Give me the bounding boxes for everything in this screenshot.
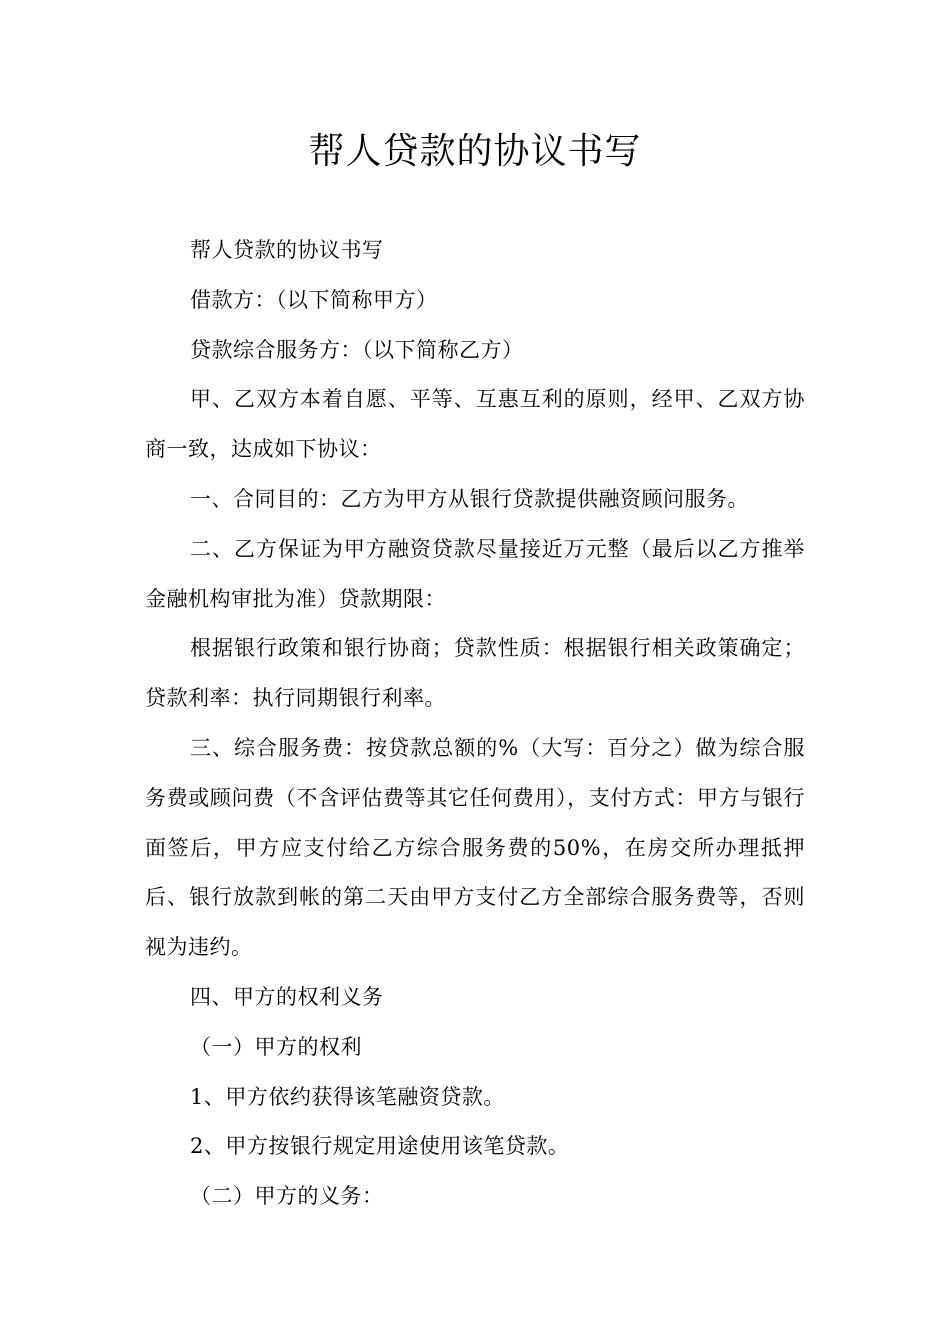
paragraph: 一、合同目的：乙方为甲方从银行贷款提供融资顾问服务。 <box>190 486 749 511</box>
paragraph: 根据银行政策和银行协商；贷款性质：根据银行相关政策确定；贷款利率：执行同期银行利率。 <box>145 636 805 711</box>
paragraph: 甲、乙双方本着自愿、平等、互惠互利的原则，经甲、乙双方协商一致，达成如下协议： <box>145 387 805 462</box>
paragraph: （二）甲方的义务： <box>190 1184 384 1209</box>
paragraph: 2、甲方按银行规定用途使用该笔贷款。 <box>190 1134 570 1159</box>
document-title: 帮人贷款的协议书写 <box>308 131 642 172</box>
document-body <box>145 226 805 1222</box>
paragraph: 借款方：（以下简称甲方） <box>190 287 438 312</box>
paragraph: 1、甲方依约获得该笔融资贷款。 <box>190 1084 505 1109</box>
paragraph: （一）甲方的权利 <box>190 1034 362 1059</box>
paragraph: 三、综合服务费：按贷款总额的%（大写：百分之）做为综合服务费或顾问费（不含评估费等其它任何费用），支付方式：甲方与银行面签后，甲方应支付给乙方综合服务费的50%，在房交所办理抵押后、银行放款到帐的第二天由甲方支付乙方全部综合服务费等，否则视为违约。 <box>145 735 805 960</box>
paragraph: 四、甲方的权利义务 <box>190 984 384 1009</box>
paragraph: 二、乙方保证为甲方融资贷款尽量接近万元整（最后以乙方推举金融机构审批为准）贷款期限： <box>145 536 805 611</box>
paragraph: 贷款综合服务方：（以下简称乙方） <box>190 337 524 362</box>
paragraph: 帮人贷款的协议书写 <box>190 238 384 262</box>
